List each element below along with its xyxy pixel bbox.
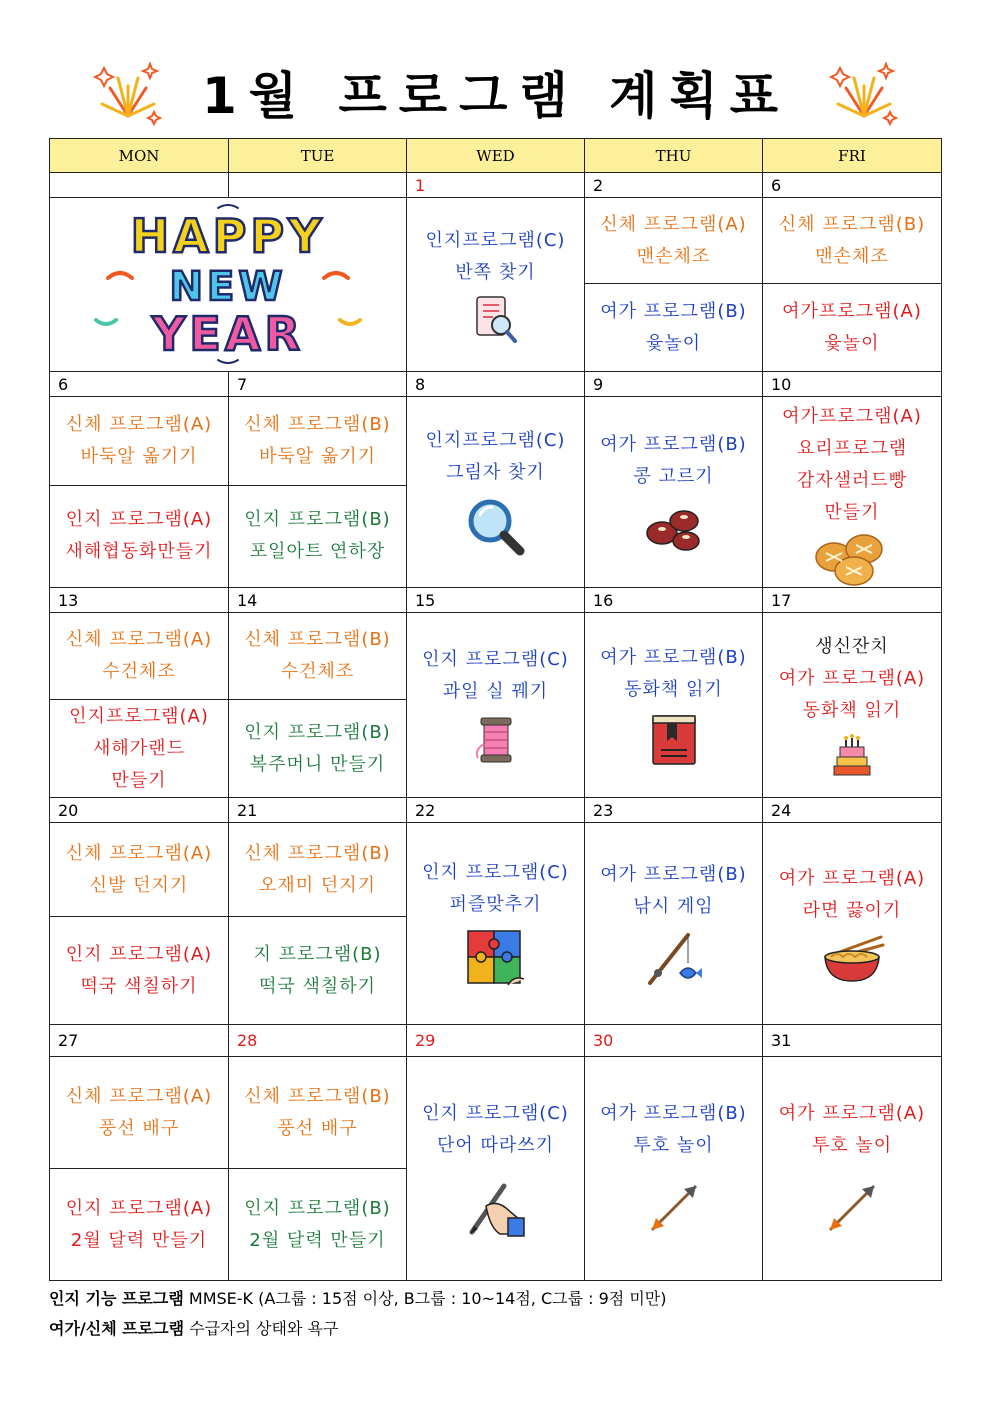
program-calendar-table [49, 138, 942, 1281]
activity-cell: 인지 프로그램(B) 포일아트 연하장 [229, 485, 407, 587]
activity-cell: 여가프로그램(A) 윷놀이 [763, 284, 942, 372]
date-cell: 29 [407, 1025, 585, 1057]
activity-cell: 여가 프로그램(A) 라면 끓이기 [763, 823, 942, 1025]
title-bar [0, 52, 992, 132]
activity-cell: 신체 프로그램(B) 오재미 던지기 [229, 823, 407, 917]
activity-cell: 신체 프로그램(B) 풍선 배구 [229, 1057, 407, 1169]
header-mon: MON [50, 139, 229, 173]
activity-cell: 신체 프로그램(B) 바둑알 옮기기 [229, 397, 407, 486]
activity-cell: 인지프로그램(C) 그림자 찾기 [407, 397, 585, 588]
date-cell: 15 [407, 588, 585, 613]
date-cell: 8 [407, 372, 585, 397]
bread-icon [814, 531, 890, 587]
writing-hand-icon [464, 1176, 528, 1240]
activity-cell: 신체 프로그램(A) 바둑알 옮기기 [50, 397, 229, 486]
activity-cell: 신체 프로그램(A) 신발 던지기 [50, 823, 229, 917]
date-cell: 17 [763, 588, 942, 613]
header-fri: FRI [763, 139, 942, 173]
banner-year: YEAR [152, 306, 304, 361]
date-cell: 16 [585, 588, 763, 613]
beans-icon [642, 499, 706, 555]
activity-cell: 지 프로그램(B) 떡국 색칠하기 [229, 917, 407, 1025]
happy-new-year-banner [50, 198, 407, 372]
activity-cell: 인지 프로그램(A) 떡국 색칠하기 [50, 917, 229, 1025]
date-cell: 14 [229, 588, 407, 613]
date-cell: 2 [585, 173, 763, 198]
activity-cell: 신체 프로그램(B) 맨손체조 [763, 198, 942, 284]
week1-row-a [50, 198, 942, 284]
page-title: 1월 프로그램 계획표 [201, 67, 790, 125]
activity-cell: 인지 프로그램(C) 퍼즐맞추기 [407, 823, 585, 1025]
book-icon [649, 712, 699, 768]
activity-cell: 인지 프로그램(C) 단어 따라쓰기 [407, 1057, 585, 1281]
firework-left-icon [92, 56, 164, 128]
activity-cell: 신체 프로그램(A) 맨손체조 [585, 198, 763, 284]
banner-happy: HAPPY [130, 208, 326, 263]
activity-cell: 여가 프로그램(B) 윷놀이 [585, 284, 763, 372]
date-cell: 27 [50, 1025, 229, 1057]
footer-note-cognitive: 인지 기능 프로그램 MMSE-K (A그룹 : 15점 이상, B그룹 : 10~14점, C그룹 : 9점 미만) [49, 1289, 667, 1308]
week4-date-row [50, 798, 942, 823]
date-cell: 31 [763, 1025, 942, 1057]
week5-row-a [50, 1057, 942, 1169]
activity-cell: 여가 프로그램(B) 동화책 읽기 [585, 613, 763, 798]
week1-date-row [50, 173, 942, 198]
week2-row-a [50, 397, 942, 486]
date-cell: 6 [763, 173, 942, 198]
happy-new-year-image [68, 200, 388, 366]
date-cell: 21 [229, 798, 407, 823]
activity-cell: 신체 프로그램(A) 풍선 배구 [50, 1057, 229, 1169]
week3-row-a [50, 613, 942, 700]
activity-cell: 인지 프로그램(A) 2월 달력 만들기 [50, 1169, 229, 1281]
date-cell: 30 [585, 1025, 763, 1057]
date-cell: 6 [50, 372, 229, 397]
arrow-icon [642, 1176, 706, 1240]
activity-cell: 여가 프로그램(B) 낚시 게임 [585, 823, 763, 1025]
activity-cell: 여가 프로그램(B) 투호 놀이 [585, 1057, 763, 1281]
firework-right-icon [828, 56, 900, 128]
footer-note-leisure: 여가/신체 프로그램 수급자의 상태와 욕구 [49, 1319, 339, 1338]
document-search-icon [473, 295, 519, 345]
date-cell: 24 [763, 798, 942, 823]
arrow-icon [820, 1176, 884, 1240]
activity-cell: 인지 프로그램(A) 새해협동화만들기 [50, 485, 229, 587]
fishing-rod-icon [644, 929, 704, 989]
activity-cell: 여가 프로그램(A) 투호 놀이 [763, 1057, 942, 1281]
activity-cell: 생신잔치 여가 프로그램(A) 동화책 읽기 [763, 613, 942, 798]
date-cell: 13 [50, 588, 229, 613]
weekday-header-row [50, 139, 942, 173]
week3-date-row [50, 588, 942, 613]
date-cell: 9 [585, 372, 763, 397]
thread-spool-icon [473, 714, 519, 766]
activity-cell: 인지프로그램(A) 새해가랜드 만들기 [50, 700, 229, 798]
date-cell [50, 173, 229, 198]
date-cell: 23 [585, 798, 763, 823]
activity-cell: 여가프로그램(A) 요리프로그램 감자샐러드빵 만들기 [763, 397, 942, 588]
puzzle-icon [464, 927, 528, 991]
activity-cell: 인지 프로그램(B) 복주머니 만들기 [229, 700, 407, 798]
date-cell: 1 [407, 173, 585, 198]
activity-cell: 인지 프로그램(B) 2월 달력 만들기 [229, 1169, 407, 1281]
activity-cell: 인지프로그램(C) 반쪽 찾기 [407, 198, 585, 372]
activity-cell: 신체 프로그램(A) 수건체조 [50, 613, 229, 700]
week4-row-a [50, 823, 942, 917]
date-cell [229, 173, 407, 198]
header-wed: WED [407, 139, 585, 173]
banner-new: NEW [169, 263, 287, 310]
date-cell: 7 [229, 372, 407, 397]
activity-cell: 여가 프로그램(B) 콩 고르기 [585, 397, 763, 588]
header-thu: THU [585, 139, 763, 173]
date-cell: 20 [50, 798, 229, 823]
date-cell: 22 [407, 798, 585, 823]
activity-cell: 인지 프로그램(C) 과일 실 꿰기 [407, 613, 585, 798]
week2-date-row [50, 372, 942, 397]
date-cell: 28 [229, 1025, 407, 1057]
magnifier-icon [464, 495, 528, 559]
ramen-bowl-icon [817, 933, 887, 985]
date-cell: 10 [763, 372, 942, 397]
birthday-cake-icon [832, 733, 872, 777]
week5-date-row [50, 1025, 942, 1057]
activity-cell: 신체 프로그램(B) 수건체조 [229, 613, 407, 700]
header-tue: TUE [229, 139, 407, 173]
